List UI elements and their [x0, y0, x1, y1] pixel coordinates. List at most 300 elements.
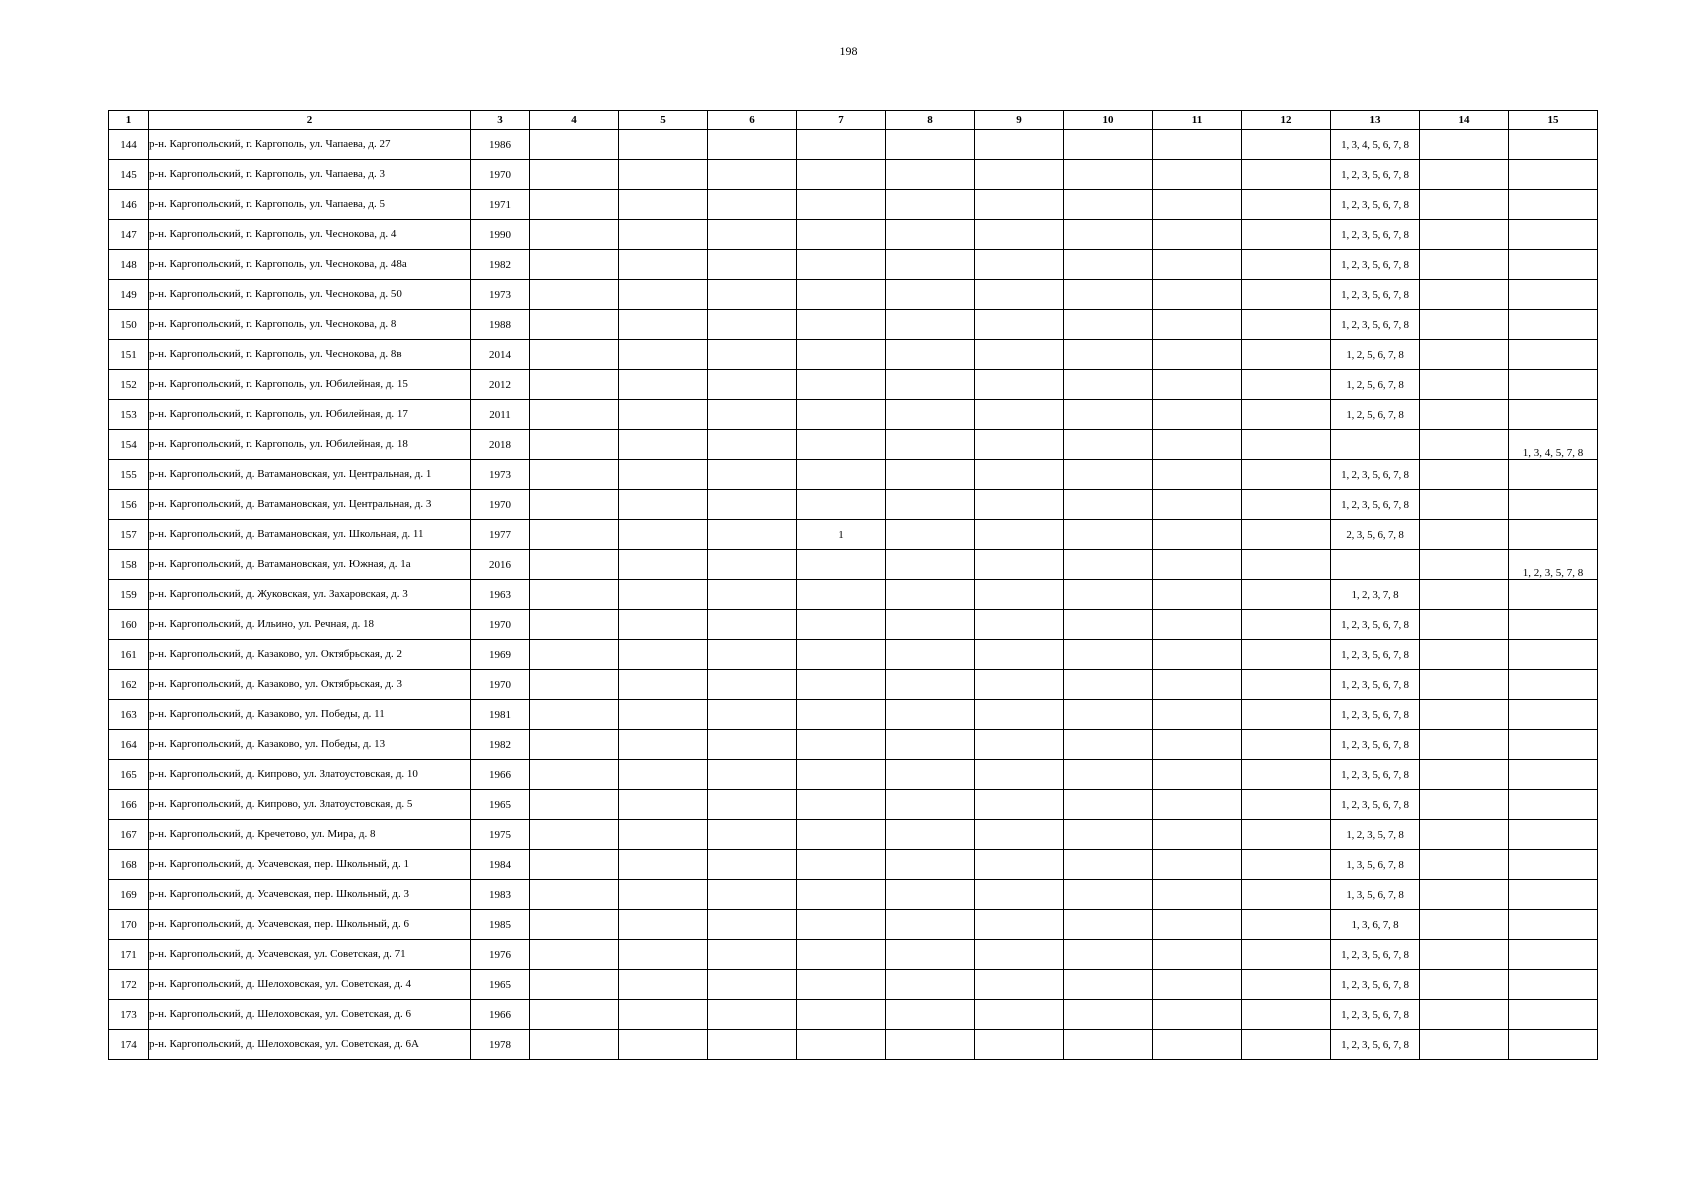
table-cell: [1420, 850, 1509, 880]
table-cell: [797, 670, 886, 700]
table-cell: [797, 1000, 886, 1030]
table-cell: [619, 940, 708, 970]
year-cell: 1965: [471, 970, 530, 1000]
table-cell: [975, 850, 1064, 880]
row-number-cell: 159: [109, 580, 149, 610]
table-cell: [1064, 220, 1153, 250]
year-cell: 1983: [471, 880, 530, 910]
row-number-cell: 154: [109, 430, 149, 460]
table-cell: [1420, 460, 1509, 490]
year-cell: 2016: [471, 550, 530, 580]
table-cell: [1064, 610, 1153, 640]
table-cell: [530, 1030, 619, 1060]
col13-cell: 1, 2, 3, 5, 6, 7, 8: [1331, 730, 1420, 760]
table-cell: [1064, 1030, 1153, 1060]
table-cell: [708, 940, 797, 970]
column-header-11: 11: [1153, 111, 1242, 130]
table-cell: [1153, 850, 1242, 880]
address-cell: р-н. Каргопольский, д. Казаково, ул. Победы, д. 11: [149, 700, 471, 730]
address-cell: р-н. Каргопольский, д. Казаково, ул. Победы, д. 13: [149, 730, 471, 760]
table-cell: [1420, 820, 1509, 850]
table-cell: [530, 700, 619, 730]
table-cell: [886, 880, 975, 910]
table-cell: [1153, 160, 1242, 190]
row-number-cell: 169: [109, 880, 149, 910]
col15-cell: [1509, 220, 1598, 250]
table-cell: [886, 520, 975, 550]
table-row: [109, 490, 1598, 520]
table-cell: [619, 850, 708, 880]
table-cell: [975, 220, 1064, 250]
table-cell: [619, 880, 708, 910]
table-cell: [1153, 670, 1242, 700]
table-cell: [1242, 430, 1331, 460]
table-cell: [619, 790, 708, 820]
year-cell: 1973: [471, 460, 530, 490]
table-cell: [1242, 850, 1331, 880]
table-row: [109, 940, 1598, 970]
table-cell: [1420, 400, 1509, 430]
year-cell: 1984: [471, 850, 530, 880]
table-cell: [1153, 940, 1242, 970]
col15-cell: [1509, 340, 1598, 370]
col15-cell: [1509, 370, 1598, 400]
table-cell: [619, 130, 708, 160]
table-cell: [1420, 370, 1509, 400]
row-number-cell: 173: [109, 1000, 149, 1030]
table-cell: [619, 220, 708, 250]
table-cell: [1420, 550, 1509, 580]
row-number-cell: 161: [109, 640, 149, 670]
address-cell: р-н. Каргопольский, д. Ватамановская, ул. Центральная, д. 3: [149, 490, 471, 520]
table-cell: [1064, 190, 1153, 220]
table-cell: [1420, 940, 1509, 970]
table-cell: [530, 130, 619, 160]
table-cell: [1420, 760, 1509, 790]
table-row: [109, 790, 1598, 820]
table-cell: [1242, 760, 1331, 790]
table-cell: [708, 130, 797, 160]
table-cell: [797, 970, 886, 1000]
table-cell: [530, 220, 619, 250]
table-cell: [530, 250, 619, 280]
address-cell: р-н. Каргопольский, г. Каргополь, ул. Чеснокова, д. 48а: [149, 250, 471, 280]
row-number-cell: 151: [109, 340, 149, 370]
table-cell: [1420, 700, 1509, 730]
table-cell: [1064, 160, 1153, 190]
table-cell: [708, 970, 797, 1000]
table-row: [109, 430, 1598, 460]
table-cell: [1242, 580, 1331, 610]
address-cell: р-н. Каргопольский, д. Усачевская, пер. Школьный, д. 3: [149, 880, 471, 910]
table-cell: [797, 430, 886, 460]
col13-cell: 1, 2, 3, 5, 7, 8: [1331, 820, 1420, 850]
address-cell: р-н. Каргопольский, д. Усачевская, ул. Советская, д. 71: [149, 940, 471, 970]
table-cell: [886, 490, 975, 520]
table-cell: [619, 970, 708, 1000]
col13-cell: 1, 2, 3, 5, 6, 7, 8: [1331, 610, 1420, 640]
table-cell: [886, 130, 975, 160]
table-row: [109, 220, 1598, 250]
table-cell: [708, 700, 797, 730]
table-cell: [1064, 370, 1153, 400]
table-cell: [1064, 640, 1153, 670]
table-cell: [1242, 1000, 1331, 1030]
table-cell: [530, 790, 619, 820]
col13-cell: 1, 3, 5, 6, 7, 8: [1331, 880, 1420, 910]
table-cell: [1420, 970, 1509, 1000]
table-cell: [530, 400, 619, 430]
table-cell: [975, 790, 1064, 820]
table-cell: [1153, 490, 1242, 520]
table-cell: [1153, 250, 1242, 280]
table-cell: [708, 160, 797, 190]
col13-cell: 1, 2, 5, 6, 7, 8: [1331, 400, 1420, 430]
table-cell: [886, 430, 975, 460]
table-cell: [1064, 400, 1153, 430]
table-row: [109, 520, 1598, 550]
table-cell: [1153, 310, 1242, 340]
table-cell: [1153, 970, 1242, 1000]
table-cell: [975, 250, 1064, 280]
table-cell: [975, 640, 1064, 670]
col13-cell: 1, 2, 3, 5, 6, 7, 8: [1331, 940, 1420, 970]
table-cell: [1420, 430, 1509, 460]
table-row: [109, 670, 1598, 700]
table-cell: [1153, 520, 1242, 550]
table-row: [109, 370, 1598, 400]
table-cell: [1420, 520, 1509, 550]
table-cell: [1420, 910, 1509, 940]
column-header-1: 1: [109, 111, 149, 130]
table-cell: [1153, 400, 1242, 430]
table-cell: [1064, 880, 1153, 910]
address-cell: р-н. Каргопольский, д. Усачевская, пер. Школьный, д. 6: [149, 910, 471, 940]
year-cell: 1986: [471, 130, 530, 160]
table-cell: [886, 610, 975, 640]
table-cell: [530, 160, 619, 190]
row-number-cell: 147: [109, 220, 149, 250]
table-cell: [1064, 910, 1153, 940]
address-cell: р-н. Каргопольский, г. Каргополь, ул. Чапаева, д. 5: [149, 190, 471, 220]
table-cell: [975, 610, 1064, 640]
table-cell: [530, 430, 619, 460]
col15-cell: 1, 2, 3, 5, 7, 8: [1509, 550, 1598, 580]
year-cell: 1966: [471, 760, 530, 790]
col15-cell: [1509, 1030, 1598, 1060]
table-cell: [1153, 910, 1242, 940]
column-header-9: 9: [975, 111, 1064, 130]
table-cell: [886, 760, 975, 790]
address-cell: р-н. Каргопольский, д. Кречетово, ул. Мира, д. 8: [149, 820, 471, 850]
col15-cell: [1509, 160, 1598, 190]
table-cell: [1242, 520, 1331, 550]
table-cell: [1242, 700, 1331, 730]
col15-cell: [1509, 790, 1598, 820]
address-cell: р-н. Каргопольский, д. Ильино, ул. Речная, д. 18: [149, 610, 471, 640]
col13-cell: 1, 3, 5, 6, 7, 8: [1331, 850, 1420, 880]
table-cell: [1420, 1000, 1509, 1030]
year-cell: 1963: [471, 580, 530, 610]
year-cell: 1970: [471, 160, 530, 190]
table-row: [109, 160, 1598, 190]
table-cell: [797, 490, 886, 520]
table-cell: [1242, 190, 1331, 220]
year-cell: 1971: [471, 190, 530, 220]
col13-cell: 1, 2, 3, 5, 6, 7, 8: [1331, 190, 1420, 220]
col15-cell: [1509, 400, 1598, 430]
table-cell: [886, 400, 975, 430]
table-cell: [1064, 520, 1153, 550]
row-number-cell: 174: [109, 1030, 149, 1060]
table-cell: [975, 730, 1064, 760]
table-cell: [975, 520, 1064, 550]
table-cell: [708, 310, 797, 340]
col15-cell: [1509, 190, 1598, 220]
row-number-cell: 172: [109, 970, 149, 1000]
year-cell: 2014: [471, 340, 530, 370]
table-cell: [886, 340, 975, 370]
col15-cell: [1509, 850, 1598, 880]
row-number-cell: 152: [109, 370, 149, 400]
table-cell: [530, 970, 619, 1000]
table-cell: [1153, 700, 1242, 730]
table-cell: [975, 310, 1064, 340]
table-cell: [975, 550, 1064, 580]
table-cell: [1242, 220, 1331, 250]
table-cell: [1064, 430, 1153, 460]
table-row: [109, 910, 1598, 940]
table-cell: [1064, 280, 1153, 310]
col13-cell: 1, 2, 3, 5, 6, 7, 8: [1331, 1000, 1420, 1030]
table-cell: [975, 490, 1064, 520]
col13-cell: 1, 2, 5, 6, 7, 8: [1331, 340, 1420, 370]
table-cell: [975, 580, 1064, 610]
col13-cell: 1, 3, 4, 5, 6, 7, 8: [1331, 130, 1420, 160]
table-cell: [1153, 1030, 1242, 1060]
table-cell: [1153, 430, 1242, 460]
table-cell: [886, 850, 975, 880]
row-number-cell: 144: [109, 130, 149, 160]
address-cell: р-н. Каргопольский, г. Каргополь, ул. Чеснокова, д. 8в: [149, 340, 471, 370]
table-cell: [1064, 130, 1153, 160]
table-cell: [1064, 250, 1153, 280]
table-cell: [1242, 610, 1331, 640]
table-cell: [708, 790, 797, 820]
table-row: [109, 340, 1598, 370]
table-row: [109, 550, 1598, 580]
year-cell: 2011: [471, 400, 530, 430]
table-cell: [530, 520, 619, 550]
table-cell: [708, 490, 797, 520]
table-row: [109, 250, 1598, 280]
table-cell: [1153, 790, 1242, 820]
year-cell: 1977: [471, 520, 530, 550]
year-cell: 1973: [471, 280, 530, 310]
row-number-cell: 164: [109, 730, 149, 760]
table-row: [109, 400, 1598, 430]
table-cell: [886, 700, 975, 730]
table-cell: [1064, 460, 1153, 490]
year-cell: 2012: [471, 370, 530, 400]
table-cell: [619, 280, 708, 310]
table-cell: [886, 190, 975, 220]
table-cell: [619, 430, 708, 460]
table-cell: [797, 1030, 886, 1060]
row-number-cell: 160: [109, 610, 149, 640]
table-cell: [1153, 190, 1242, 220]
row-number-cell: 155: [109, 460, 149, 490]
year-cell: 1965: [471, 790, 530, 820]
address-cell: р-н. Каргопольский, г. Каргополь, ул. Юбилейная, д. 18: [149, 430, 471, 460]
table-cell: [886, 370, 975, 400]
table-cell: [1153, 370, 1242, 400]
table-cell: [708, 370, 797, 400]
table-row: [109, 580, 1598, 610]
table-cell: [1242, 910, 1331, 940]
table-cell: [619, 580, 708, 610]
table-cell: [797, 640, 886, 670]
table-cell: [1064, 1000, 1153, 1030]
table-cell: [975, 940, 1064, 970]
column-header-14: 14: [1420, 111, 1509, 130]
table-cell: 1: [797, 520, 886, 550]
column-header-10: 10: [1064, 111, 1153, 130]
table-row: [109, 970, 1598, 1000]
table-cell: [1420, 310, 1509, 340]
table-cell: [530, 760, 619, 790]
table-cell: [1242, 160, 1331, 190]
table-cell: [1153, 550, 1242, 580]
table-cell: [708, 250, 797, 280]
table-cell: [975, 160, 1064, 190]
table-cell: [619, 160, 708, 190]
table-row: [109, 640, 1598, 670]
table-cell: [886, 790, 975, 820]
col15-cell: [1509, 250, 1598, 280]
table-cell: [975, 700, 1064, 730]
year-cell: 1976: [471, 940, 530, 970]
col15-cell: [1509, 490, 1598, 520]
table-cell: [797, 580, 886, 610]
col13-cell: 2, 3, 5, 6, 7, 8: [1331, 520, 1420, 550]
table-cell: [619, 700, 708, 730]
col13-cell: 1, 2, 3, 7, 8: [1331, 580, 1420, 610]
col15-cell: [1509, 730, 1598, 760]
table-cell: [708, 220, 797, 250]
table-cell: [1153, 760, 1242, 790]
table-cell: [886, 310, 975, 340]
table-cell: [797, 370, 886, 400]
table-cell: [530, 190, 619, 220]
column-header-7: 7: [797, 111, 886, 130]
address-cell: р-н. Каргопольский, д. Ватамановская, ул. Южная, д. 1а: [149, 550, 471, 580]
col13-cell: 1, 2, 3, 5, 6, 7, 8: [1331, 310, 1420, 340]
table-cell: [1242, 310, 1331, 340]
table-cell: [530, 640, 619, 670]
table-cell: [708, 1030, 797, 1060]
table-cell: [1153, 1000, 1242, 1030]
col15-cell: [1509, 610, 1598, 640]
col15-cell: [1509, 760, 1598, 790]
address-cell: р-н. Каргопольский, д. Жуковская, ул. Захаровская, д. 3: [149, 580, 471, 610]
table-cell: [530, 940, 619, 970]
address-cell: р-н. Каргопольский, г. Каргополь, ул. Чеснокова, д. 4: [149, 220, 471, 250]
table-cell: [1242, 940, 1331, 970]
year-cell: 1985: [471, 910, 530, 940]
address-cell: р-н. Каргопольский, г. Каргополь, ул. Чапаева, д. 27: [149, 130, 471, 160]
table-cell: [1242, 730, 1331, 760]
table-cell: [797, 190, 886, 220]
table-cell: [619, 460, 708, 490]
col15-cell: [1509, 460, 1598, 490]
table-row: [109, 190, 1598, 220]
table-cell: [708, 460, 797, 490]
table-cell: [886, 280, 975, 310]
table-cell: [797, 400, 886, 430]
table-cell: [530, 670, 619, 700]
row-number-cell: 156: [109, 490, 149, 520]
column-header-5: 5: [619, 111, 708, 130]
table-row: [109, 700, 1598, 730]
table-cell: [1420, 580, 1509, 610]
table-cell: [1153, 730, 1242, 760]
table-cell: [708, 610, 797, 640]
row-number-cell: 170: [109, 910, 149, 940]
row-number-cell: 166: [109, 790, 149, 820]
table-cell: [1153, 880, 1242, 910]
table-cell: [975, 880, 1064, 910]
col13-cell: 1, 2, 3, 5, 6, 7, 8: [1331, 640, 1420, 670]
table-cell: [797, 610, 886, 640]
row-number-cell: 150: [109, 310, 149, 340]
table-cell: [530, 310, 619, 340]
address-cell: р-н. Каргопольский, г. Каргополь, ул. Юбилейная, д. 17: [149, 400, 471, 430]
table-cell: [886, 550, 975, 580]
table-cell: [797, 940, 886, 970]
row-number-cell: 145: [109, 160, 149, 190]
table-cell: [708, 910, 797, 940]
row-number-cell: 146: [109, 190, 149, 220]
col15-cell: [1509, 640, 1598, 670]
col13-cell: 1, 2, 3, 5, 6, 7, 8: [1331, 280, 1420, 310]
table-cell: [1420, 220, 1509, 250]
col13-cell: 1, 2, 3, 5, 6, 7, 8: [1331, 460, 1420, 490]
table-cell: [1242, 400, 1331, 430]
table-cell: [1064, 970, 1153, 1000]
col13-cell: 1, 2, 3, 5, 6, 7, 8: [1331, 970, 1420, 1000]
table-cell: [975, 190, 1064, 220]
table-cell: [1153, 220, 1242, 250]
table-cell: [975, 820, 1064, 850]
col15-cell: [1509, 910, 1598, 940]
col13-cell: [1331, 430, 1420, 460]
table-cell: [1242, 130, 1331, 160]
col15-cell: [1509, 970, 1598, 1000]
address-cell: р-н. Каргопольский, д. Шелоховская, ул. Советская, д. 6А: [149, 1030, 471, 1060]
table-cell: [797, 550, 886, 580]
housing-registry-table: [108, 110, 1598, 1060]
table-cell: [1153, 820, 1242, 850]
year-cell: 1982: [471, 730, 530, 760]
table-cell: [708, 820, 797, 850]
table-cell: [619, 190, 708, 220]
table-row: [109, 460, 1598, 490]
table-cell: [797, 820, 886, 850]
col13-cell: 1, 2, 3, 5, 6, 7, 8: [1331, 160, 1420, 190]
table-cell: [1420, 640, 1509, 670]
year-cell: 1990: [471, 220, 530, 250]
